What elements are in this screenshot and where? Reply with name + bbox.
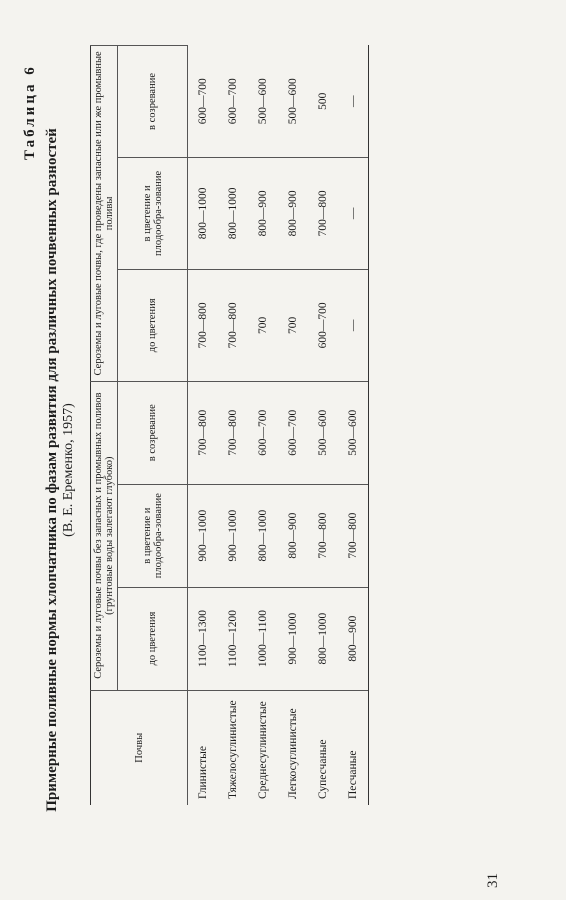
phase-header: в созревание	[118, 381, 188, 484]
table-cell: —	[338, 269, 369, 381]
table-cell: 800—900	[278, 157, 308, 269]
table-cell: 700	[278, 269, 308, 381]
table-cell: 700—800	[218, 269, 248, 381]
table-cell: 600—700	[278, 381, 308, 484]
table-subtitle: (В. Е. Еременко, 1957)	[61, 403, 76, 537]
phase-header: в цветение и плодообра-зование	[118, 484, 188, 587]
table-row	[218, 46, 248, 806]
table-cell: 700—800	[308, 157, 338, 269]
table-cell: 800—1000	[218, 157, 248, 269]
table-cell: 1000—1100	[248, 587, 278, 690]
table-cell: 500—600	[338, 381, 369, 484]
table-number: Таблица 6	[22, 64, 38, 160]
phase-header: до цветения	[118, 587, 188, 690]
table-cell: 500—600	[308, 381, 338, 484]
soil-name: Песчаные	[338, 690, 369, 805]
table-cell: 500—600	[248, 46, 278, 158]
soil-name: Тяжелосуглинистые	[227, 700, 239, 799]
table-cell: 700—800	[218, 381, 248, 484]
table-cell: 700	[248, 269, 278, 381]
table-cell: 900—1000	[278, 587, 308, 690]
group2-header: Сероземы и луговые почвы, где проведены запасные или же промывные поливы	[91, 46, 118, 382]
table-cell: 800—1000	[188, 157, 219, 269]
table-cell: 800—900	[248, 157, 278, 269]
table-cell: 700—800	[338, 484, 369, 587]
table-cell: 700—800	[188, 269, 219, 381]
soil-column-header: Почвы	[91, 690, 188, 805]
table-cell: 900—1000	[218, 484, 248, 587]
table-row	[248, 46, 278, 806]
soil-name: Супесчаные	[317, 739, 329, 799]
table-cell: 800—1000	[248, 484, 278, 587]
table-row	[308, 46, 338, 806]
table-cell: —	[338, 157, 369, 269]
table-cell: —	[338, 46, 369, 158]
table-cell: 600—700	[218, 46, 248, 158]
table-title: Примерные поливные нормы хлопчатника по фазам развития для различных почвенных разностей	[44, 128, 60, 812]
phase-header: в созревание	[118, 46, 188, 158]
page-number: 31	[485, 873, 501, 888]
table-row	[338, 46, 369, 806]
table-cell: 800—1000	[308, 587, 338, 690]
table-cell: 600—700	[308, 269, 338, 381]
group1-header: Сероземы и луговые почвы без запасных и промывных поливов (грунтовые воды залегают глубоко)	[91, 381, 118, 690]
table-row	[188, 46, 219, 806]
phase-header: до цветения	[118, 269, 188, 381]
table-cell: 1100—1300	[188, 587, 219, 690]
irrigation-norms-table	[90, 45, 369, 805]
table-row	[278, 46, 308, 806]
table-cell: 500—600	[278, 46, 308, 158]
table-cell: 600—700	[188, 46, 219, 158]
phase-header: в цветение и плодообра-зование	[118, 157, 188, 269]
table-cell: 1100—1200	[218, 587, 248, 690]
table-cell: 700—800	[308, 484, 338, 587]
table-cell: 500	[308, 46, 338, 158]
soil-name: Глинистые	[197, 746, 209, 799]
table-cell: 800—900	[338, 587, 369, 690]
table-cell: 600—700	[248, 381, 278, 484]
table-cell: 800—900	[278, 484, 308, 587]
table-cell: 900—1000	[188, 484, 219, 587]
soil-name: Легкосуглинистые	[287, 708, 299, 799]
soil-name: Среднесуглинистые	[257, 701, 269, 799]
table-cell: 700—800	[188, 381, 219, 484]
